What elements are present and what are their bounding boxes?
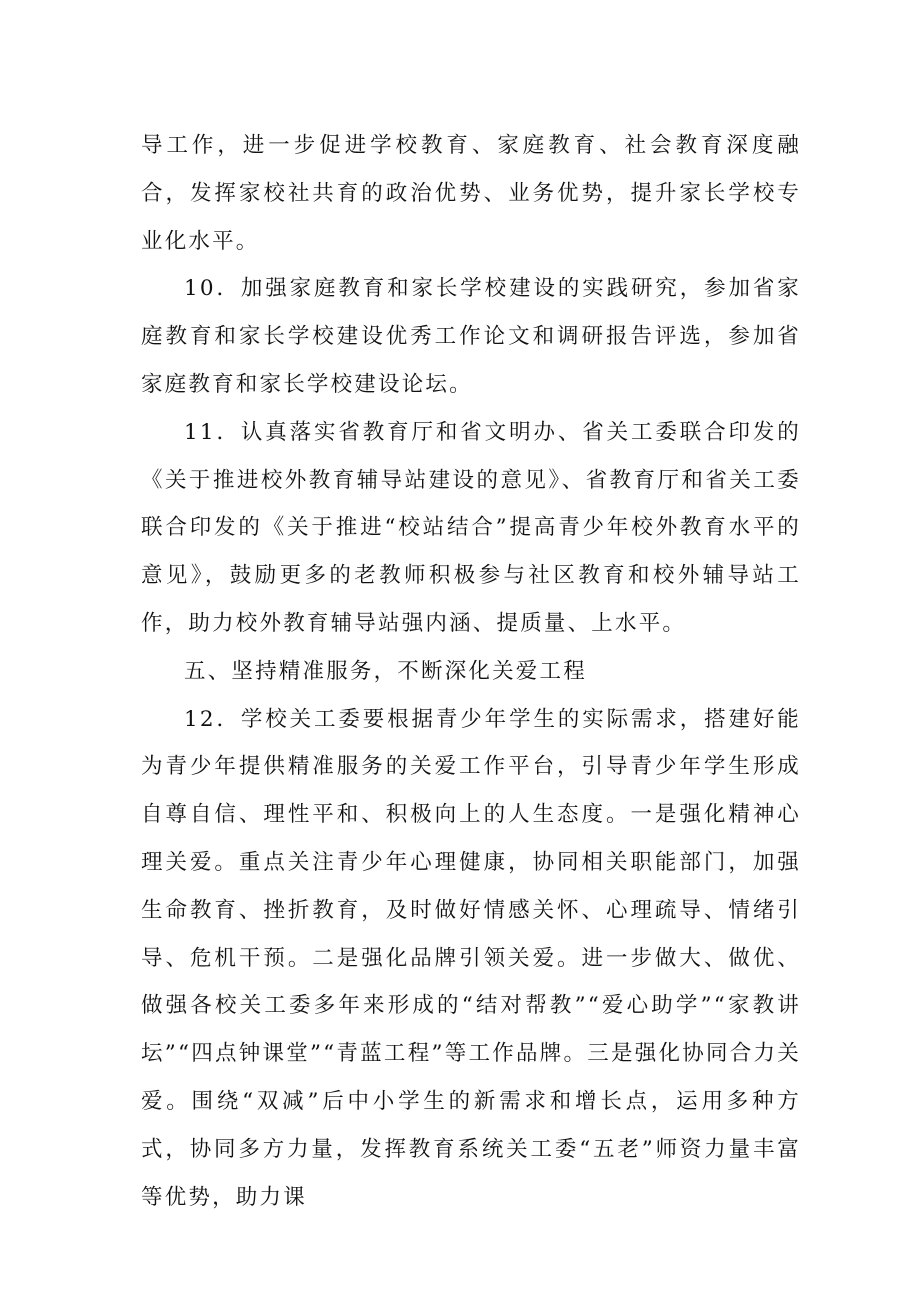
- section-heading-5: 五、坚持精准服务，不断深化关爱工程: [184, 658, 587, 684]
- paragraph-item-11: 11．认真落实省教育厅和省文明办、省关工委联合印发的《关于推进校外教育辅导站建设的意见》、省教育厅和省关工委联合印发的《关于推进“校站结合”提高青少年校外教育水平的意见》，鼓励更多的老教师积极参与社区教育和校外辅导站工作，助力校外教育辅导站强内涵、提质量、上水平。: [141, 419, 801, 636]
- document-page: [141, 122, 801, 1221]
- paragraph-item-12: 12．学校关工委要根据青少年学生的实际需求，搭建好能为青少年提供精准服务的关爱工作平台，引导青少年学生形成自尊自信、理性平和、积极向上的人生态度。一是强化精神心理关爱。重点关注青少年心理健康，协同相关职能部门，加强生命教育、挫折教育，及时做好情感关怀、心理疏导、情绪引导、危机干预。二是强化品牌引领关爱。进一步做大、做优、做强各校关工委多年来形成的“结对帮教”“爱心助学”“家教讲坛”“四点钟课堂”“青蓝工程”等工作品牌。三是强化协同合力关爱。围绕“双减”后中小学生的新需求和增长点，运用多种方式，协同多方力量，发挥教育系统关工委“五老”师资力量丰富等优势，助力课: [141, 706, 801, 1210]
- paragraph-continuation: 导工作，进一步促进学校教育、家庭教育、社会教育深度融合，发挥家校社共育的政治优势、业务优势，提升家长学校专业化水平。: [141, 133, 801, 254]
- paragraph-item-10: 10．加强家庭教育和家长学校建设的实践研究，参加省家庭教育和家长学校建设优秀工作论文和调研报告评选，参加省家庭教育和家长学校建设论坛。: [141, 276, 801, 397]
